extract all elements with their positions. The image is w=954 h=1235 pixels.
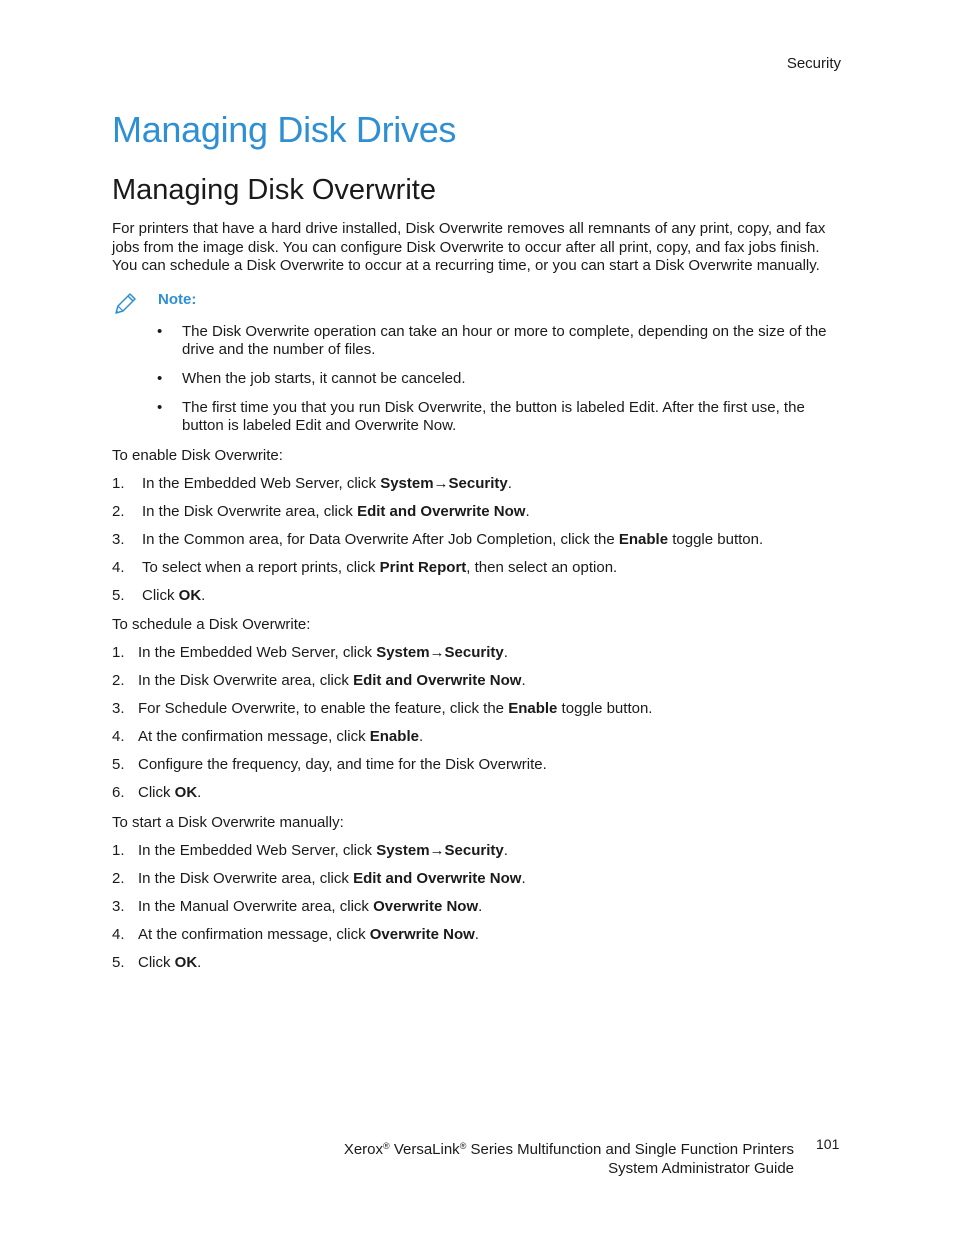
step-item: 3. For Schedule Overwrite, to enable the feature, click the Enable toggle button. (112, 700, 653, 718)
note-label: Note: (158, 290, 197, 308)
enable-lead: To enable Disk Overwrite: (112, 446, 283, 464)
section-title: Managing Disk Overwrite (112, 174, 436, 206)
step-item: 5. Configure the frequency, day, and time for the Disk Overwrite. (112, 756, 547, 774)
step-item: 3. In the Common area, for Data Overwrite After Job Completion, click the Enable toggle button. (112, 530, 764, 548)
running-header: Security (786, 55, 841, 72)
step-item: 3. In the Manual Overwrite area, click Overwrite Now. (112, 897, 483, 915)
schedule-lead: To schedule a Disk Overwrite: (112, 616, 311, 634)
pencil-icon (112, 291, 138, 317)
schedule-steps (112, 644, 842, 803)
page-title: Managing Disk Drives (112, 109, 457, 150)
step-item: 1. In the Embedded Web Server, click System→Security. (112, 474, 512, 492)
enable-steps (112, 475, 842, 606)
list-item: • When the job starts, it cannot be canceled. (157, 369, 466, 387)
step-item: 2. In the Disk Overwrite area, click Edit and Overwrite Now. (112, 502, 530, 520)
page-content (112, 108, 842, 972)
manual-lead: To start a Disk Overwrite manually: (112, 813, 344, 831)
step-item: 2. In the Disk Overwrite area, click Edit and Overwrite Now. (112, 672, 526, 690)
step-item: 1. In the Embedded Web Server, click System→Security. (112, 644, 508, 662)
step-item: 4. At the confirmation message, click Overwrite Now. (112, 925, 479, 943)
list-item: • The Disk Overwrite operation can take an hour or more to complete, depending on the size of the drive and the number of files. (157, 322, 827, 359)
footer-line-2: System Administrator Guide (608, 1160, 794, 1177)
step-item: 4. At the confirmation message, click Enable. (112, 728, 424, 746)
list-item: • The first time you that you run Disk Overwrite, the button is labeled Edit. After the first use, the button is labeled Edit and Overwrite Now. (157, 398, 805, 435)
note-callout (112, 291, 842, 321)
intro-paragraph: For printers that have a hard drive installed, Disk Overwrite removes all remnants of any print, copy, and fax jobs from the image disk. You can configure Disk Overwrite to occur after all print, copy, and fax jobs finish. You can schedule a Disk Overwrite to occur at a recurring time, or you can start a Disk Overwrite manually. (112, 220, 826, 275)
step-item: 2. In the Disk Overwrite area, click Edit and Overwrite Now. (112, 869, 526, 887)
manual-steps (112, 842, 842, 973)
step-item: 1. In the Embedded Web Server, click System→Security. (112, 841, 508, 859)
note-list (112, 323, 842, 436)
step-item: 6. Click OK. (112, 784, 202, 802)
footer-line-1: Xerox® VersaLink® Series Multifunction and Single Function Printers (343, 1141, 794, 1158)
step-item: 5. Click OK. (112, 586, 206, 604)
step-item: 5. Click OK. (112, 953, 202, 971)
footer-title (344, 1137, 794, 1178)
step-item: 4. To select when a report prints, click Print Report, then select an option. (112, 558, 618, 576)
page-number: 101 (816, 1136, 840, 1152)
